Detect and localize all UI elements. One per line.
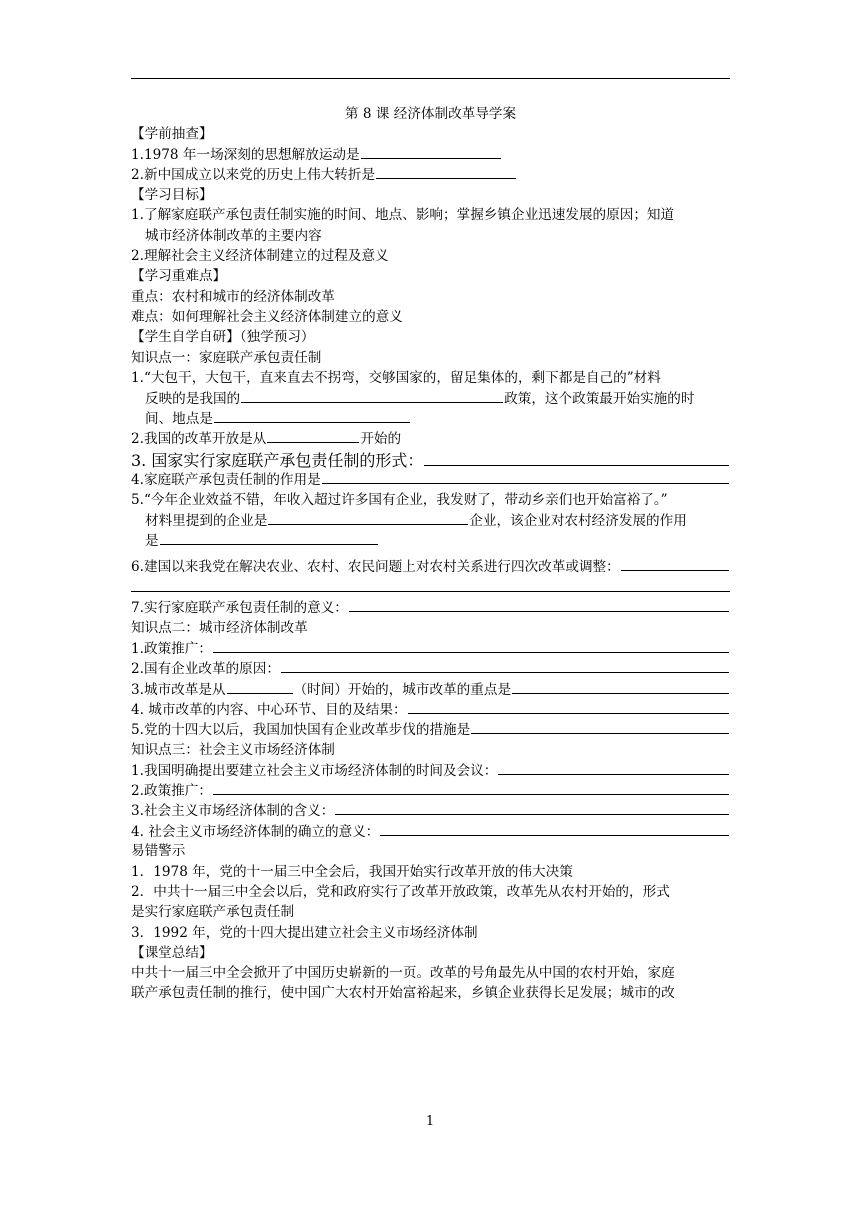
market-question-4: 4. 社会主义市场经济体制的确立的意义： (131, 821, 730, 841)
answer-blank[interactable] (335, 801, 729, 816)
summary-line-2: 联产承包责任制的推行，使中国广大农村开始富裕起来，乡镇企业获得长足发展；城市的改 (131, 985, 675, 1002)
answer-blank[interactable] (376, 165, 516, 180)
warning-2-cont: 是实行家庭联产承包责任制 (131, 904, 295, 921)
market-question-2: 2.政策推广： (131, 781, 730, 801)
answer-blank[interactable] (281, 659, 729, 674)
question-5: 5.“今年企业效益不错，年收入超过许多国有企业，我发财了，带动乡亲们也开始富裕了。” (131, 491, 668, 508)
knowledge-point-1: 知识点一：家庭联产承包责任制 (131, 349, 322, 366)
answer-blank[interactable] (241, 388, 503, 403)
section-self-study: 【学生自学自研】（独学预习） (131, 329, 315, 346)
answer-blank[interactable] (621, 557, 729, 572)
goal-1-cont: 城市经济体制改革的主要内容 (145, 227, 322, 244)
goal-1: 1.了解家庭联产承包责任制实施的时间、地点、影响；掌握乡镇企业迅速发展的原因；知道 (131, 207, 675, 224)
question-3: 3. 国家实行家庭联产承包责任制的形式： (131, 449, 730, 469)
goal-2: 2.理解社会主义经济体制建立的过程及意义 (131, 248, 389, 265)
answer-blank[interactable] (160, 530, 378, 545)
answer-blank[interactable] (268, 510, 468, 525)
question-1-cont: 反映的是我国的 政策，这个政策最开始实施的时 (131, 388, 730, 408)
answer-blank[interactable] (213, 638, 729, 653)
city-question-2: 2.国有企业改革的原因： (131, 659, 730, 679)
answer-blank[interactable] (512, 679, 729, 694)
knowledge-point-2: 知识点二：城市经济体制改革 (131, 620, 308, 637)
warning-3: 3．1992 年，党的十四大提出建立社会主义市场经济体制 (131, 924, 478, 941)
answer-blank[interactable] (349, 598, 729, 613)
difficult-point: 难点：如何理解社会主义经济体制建立的意义 (131, 308, 403, 325)
page-title: 第 8 课 经济体制改革导学案 (344, 106, 517, 122)
market-question-1: 1.我国明确提出要建立社会主义市场经济体制的时间及会议： (131, 760, 730, 780)
market-question-3: 3.社会主义市场经济体制的含义： (131, 801, 730, 821)
section-goals: 【学习目标】 (131, 187, 213, 204)
question-6: 6.建国以来我党在解决农业、农村、农民问题上对农村关系进行四次改革或调整： (131, 557, 730, 577)
summary-line-1: 中共十一届三中全会掀开了中国历史崭新的一页。改革的号角最先从中国的农村开始，家庭 (131, 965, 675, 982)
answer-blank[interactable] (322, 469, 729, 484)
question-pre-1: 1.1978 年一场深刻的思想解放运动是 (131, 145, 730, 165)
city-question-1: 1.政策推广： (131, 638, 730, 658)
question-2: 2.我国的改革开放是从 开始的 (131, 429, 730, 449)
answer-rule[interactable] (131, 577, 730, 592)
answer-blank[interactable] (471, 720, 729, 735)
answer-blank[interactable] (227, 679, 293, 694)
question-4: 4.家庭联产承包责任制的作用是 (131, 469, 730, 489)
city-question-5: 5.党的十四大以后，我国加快国有企业改革步伐的措施是 (131, 720, 730, 740)
answer-blank[interactable] (408, 699, 729, 714)
answer-blank[interactable] (267, 429, 359, 444)
answer-blank[interactable] (498, 760, 729, 775)
question-1-cont2: 间、地点是 (131, 408, 730, 428)
question-pre-2: 2.新中国成立以来党的历史上伟大转折是 (131, 165, 730, 185)
answer-blank[interactable] (361, 145, 501, 160)
warning-1: 1．1978 年，党的十一届三中全会后，我国开始实行改革开放的伟大决策 (131, 863, 573, 880)
key-point: 重点：农村和城市的经济体制改革 (131, 288, 335, 305)
question-7: 7.实行家庭联产承包责任制的意义： (131, 598, 730, 618)
question-1: 1.“大包干，大包干，直来直去不拐弯，交够国家的，留足集体的，剩下都是自己的”材料 (131, 369, 661, 386)
answer-blank[interactable] (213, 781, 729, 796)
answer-blank[interactable] (380, 821, 729, 836)
header-rule (131, 78, 730, 79)
city-question-4: 4. 城市改革的内容、中心环节、目的及结果： (131, 699, 730, 719)
city-question-3: 3.城市改革是从 （时间）开始的，城市改革的重点是 (131, 679, 730, 699)
knowledge-point-3: 知识点三：社会主义市场经济体制 (131, 741, 335, 758)
worksheet-body (131, 104, 730, 1004)
warning-heading: 易错警示 (131, 843, 186, 860)
answer-blank[interactable] (214, 408, 410, 423)
section-summary: 【课堂总结】 (131, 944, 213, 961)
question-5-cont2: 是 (131, 530, 730, 550)
answer-blank[interactable] (424, 449, 729, 466)
question-5-cont: 材料里提到的企业是 企业，该企业对农村经济发展的作用 (131, 510, 730, 530)
page-number: 1 (425, 1114, 435, 1129)
warning-2: 2．中共十一届三中全会以后，党和政府实行了改革开放政策，改革先从农村开始的，形式 (131, 883, 670, 900)
section-pre-check: 【学前抽查】 (131, 126, 213, 143)
section-key-points: 【学习重难点】 (131, 268, 227, 285)
